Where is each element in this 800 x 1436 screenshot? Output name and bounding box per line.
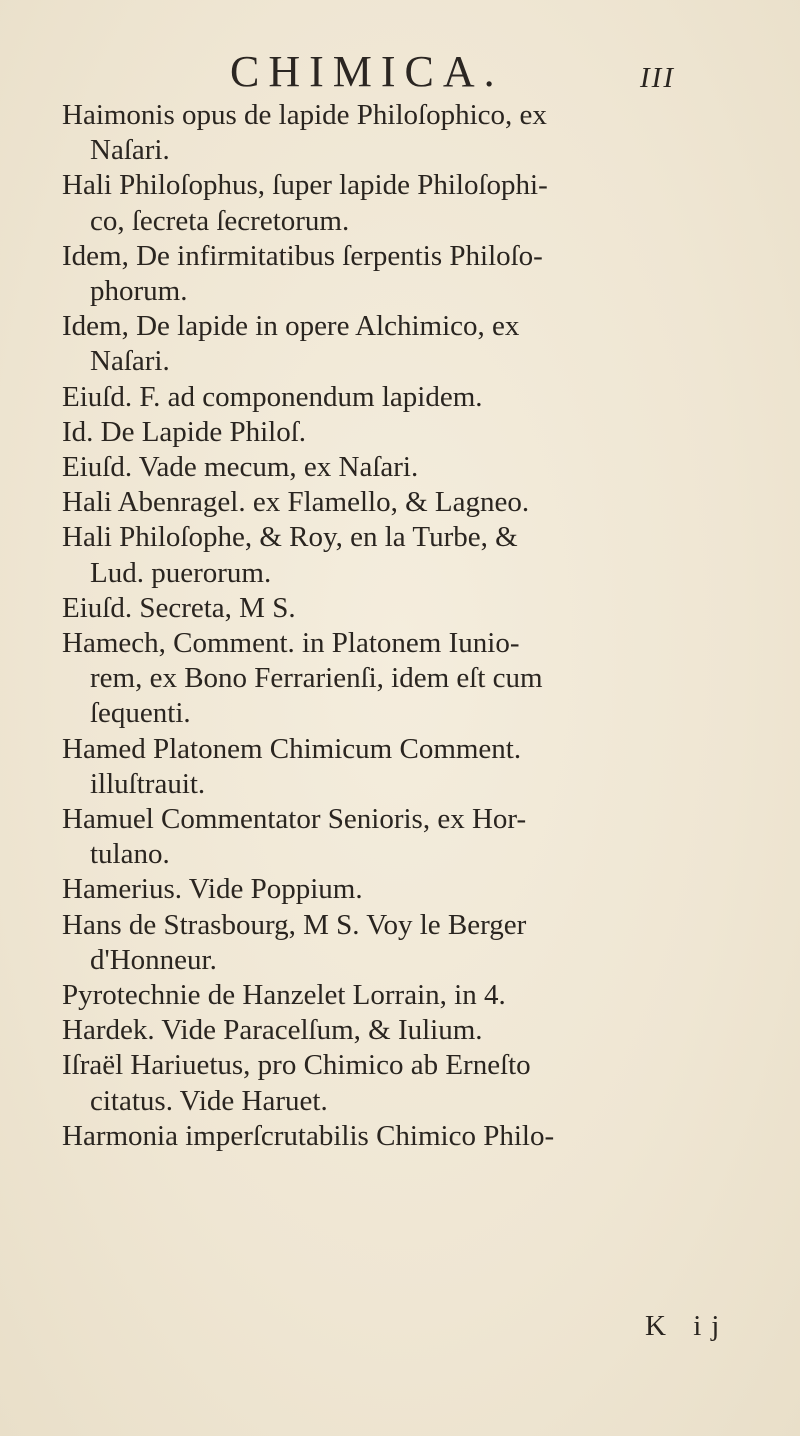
running-title: CHIMICA. [230,47,504,96]
bibliography-entry [62,802,752,872]
entry-first-line: Hamech, Comment. in Platonem Iunio- [62,627,520,660]
bibliography-entry [62,520,752,590]
entry-first-line: Iſraël Hariuetus, pro Chimico ab Erneſto [62,1049,531,1082]
page-number: III [640,62,675,94]
entry-continuation-line: Naſari. [90,345,170,378]
entry-first-line: Hali Abenragel. ex Flamello, & Lagneo. [62,486,530,519]
entry-first-line: Idem, De lapide in opere Alchimico, ex [62,310,520,343]
entry-first-line: Hardek. Vide Paracelſum, & Iulium. [62,1014,483,1047]
bibliography-entry [62,485,752,520]
entry-continuation-line: co, ſecreta ſecretorum. [90,204,350,237]
entry-first-line: Hali Philoſophus, ſuper lapide Philoſophi- [62,169,548,202]
entry-first-line: Idem, De infirmitatibus ſerpentis Philoſo- [62,239,543,272]
bibliography-entry [62,168,752,238]
entry-continuation-line: phorum. [90,275,188,308]
bibliography-entry [62,450,752,485]
entry-first-line: Eiuſd. F. ad componendum lapidem. [62,380,483,413]
bibliography-entry [62,1048,752,1118]
entry-continuation-line: rem, ex Bono Ferrarienſi, idem eſt cum [90,662,543,695]
entry-continuation-line: Naſari. [90,134,170,167]
bibliography-entry [62,591,752,626]
bibliography-entry [62,98,752,168]
bibliography-entry [62,626,752,732]
bibliography-entry [62,1013,752,1048]
entry-first-line: Hamuel Commentator Senioris, ex Hor- [62,803,527,836]
bibliography-entry [62,908,752,978]
bibliography-entry [62,380,752,415]
entry-first-line: Hamed Platonem Chimicum Comment. [62,732,522,765]
entry-first-line: Harmonia imperſcrutabilis Chimico Philo- [62,1119,555,1152]
entry-continuation-line: d'Honneur. [90,943,217,976]
entry-first-line: Pyrotechnie de Hanzelet Lorrain, in 4. [62,979,506,1012]
entry-first-line: Haimonis opus de lapide Philoſophico, ex [62,99,547,131]
bibliography-entry [62,978,752,1013]
bibliography-entry [62,1119,752,1154]
entry-first-line: Hamerius. Vide Poppium. [62,873,363,906]
bibliography-entry [62,732,752,802]
entry-continuation-line: illuſtrauit. [90,767,206,800]
entry-first-line: Hans de Strasbourg, M S. Voy le Berger [62,908,527,941]
bibliography-entry [62,415,752,450]
signature-mark: K ij [645,1310,730,1342]
entry-first-line: Id. De Lapide Philoſ. [62,415,307,448]
bibliography-entry [62,239,752,309]
bibliography-entry [62,309,752,379]
entry-first-line: Hali Philoſophe, & Roy, en la Turbe, & [62,521,518,554]
entry-continuation-line: tulano. [90,838,170,871]
bibliography-entry [62,872,752,907]
entry-continuation-line: ſequenti. [90,697,191,730]
entry-continuation-line: citatus. Vide Haruet. [90,1084,328,1117]
page-header [0,44,800,104]
entry-first-line: Eiuſd. Secreta, M S. [62,591,296,624]
entry-first-line: Eiuſd. Vade mecum, ex Naſari. [62,451,419,484]
bibliography-entries [62,98,752,1154]
entry-continuation-line: Lud. puerorum. [90,556,272,589]
